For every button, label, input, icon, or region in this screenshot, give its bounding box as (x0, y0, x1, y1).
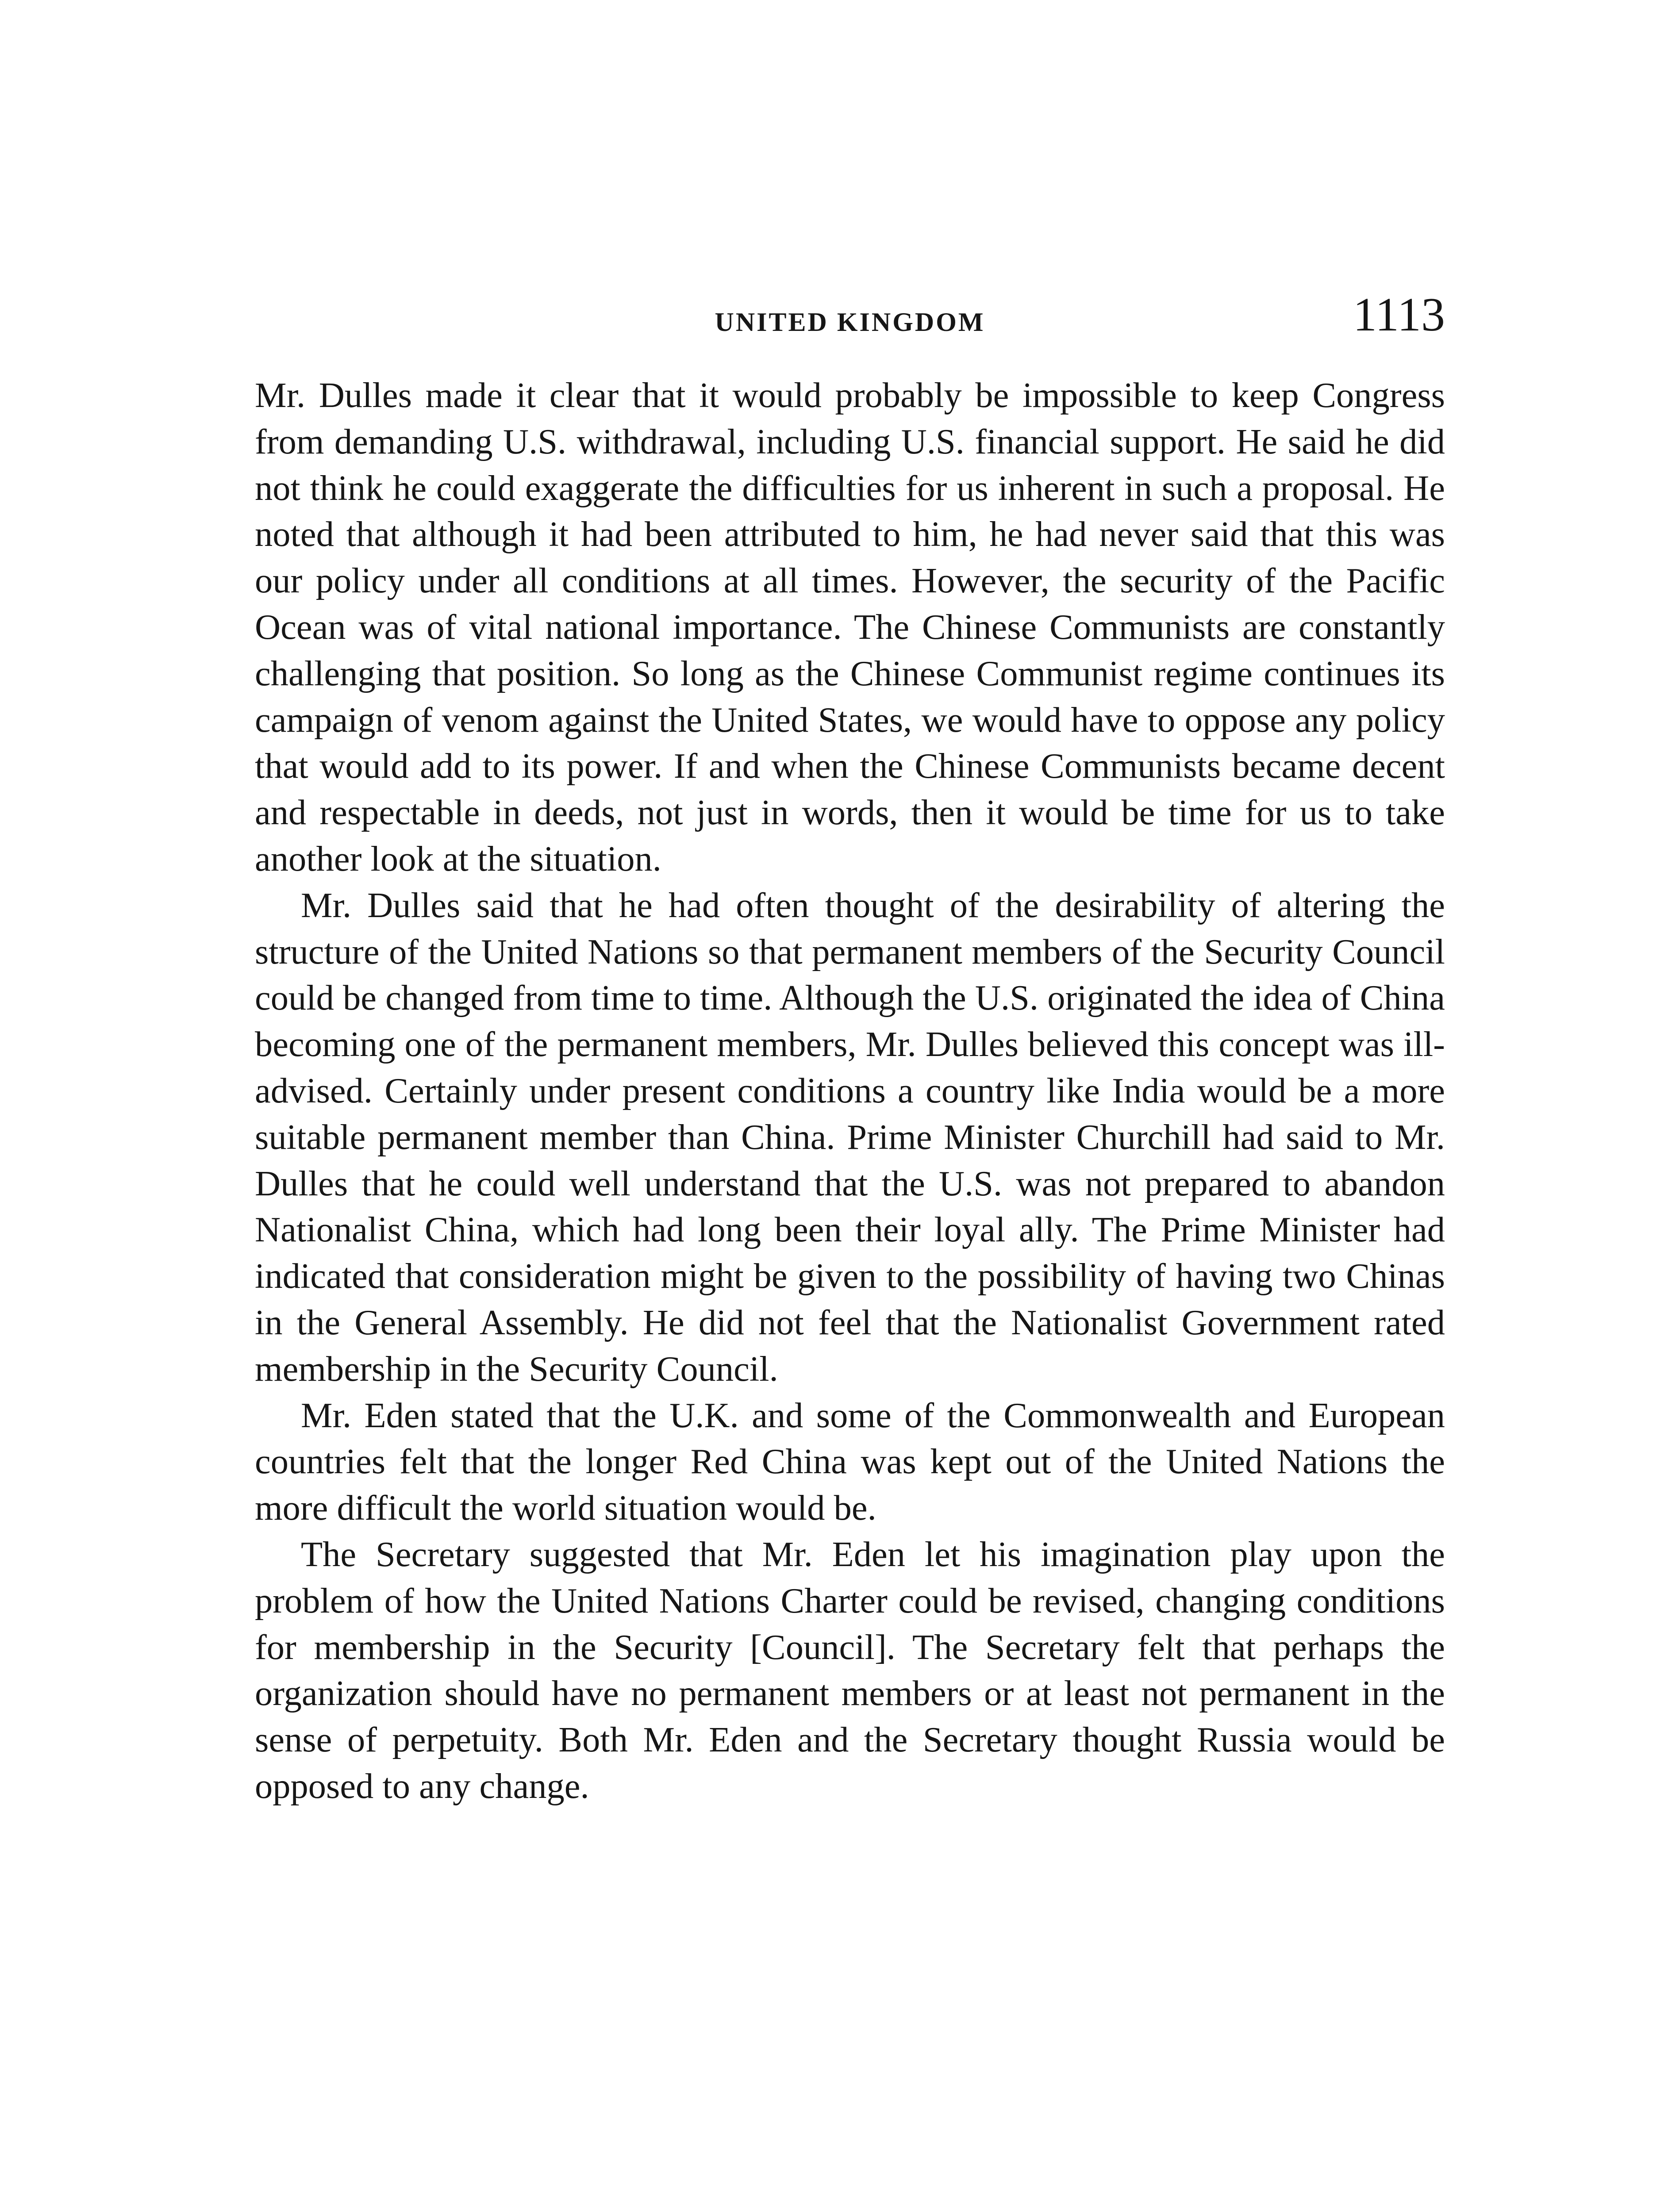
section-title: UNITED KINGDOM (715, 307, 985, 337)
paragraph-2: Mr. Dulles said that he had often thought of the desirability of altering the structure of the United Nations so that permanent members of the Security Council could be changed from time to time. Although the U.S. originated the idea of China becoming one of the permanent members, Mr. Dulles believed this concept was ill-advised. Certainly under present conditions a country like India would be a more suitable permanent member than China. Prime Minister Churchill had said to Mr. Dulles that he could well understand that the U.S. was not prepared to abandon Nationalist China, which had long been their loyal ally. The Prime Minister had indicated that consideration might be given to the possibility of having two Chinas in the General Assembly. He did not feel that the Nationalist Government rated membership in the Security Council. (255, 885, 1445, 1389)
paragraph-3: Mr. Eden stated that the U.K. and some of the Commonwealth and European countries felt that the longer Red China was kept out of the United Nations the more difficult the world situation would be. (255, 1395, 1445, 1528)
paragraph-1: Mr. Dulles made it clear that it would probably be impossible to keep Congress from demanding U.S. withdrawal, including U.S. financial support. He said he did not think he could exaggerate the difficulties for us inherent in such a proposal. He noted that although it had been attributed to him, he had never said that this was our policy under all conditions at all times. However, the security of the Pacific Ocean was of vital national importance. The Chinese Communists are constantly challenging that position. So long as the Chinese Communist regime continues its campaign of venom against the United States, we would have to oppose any policy that would add to its power. If and when the Chinese Communists became decent and respectable in deeds, not just in words, then it would be time for us to take another look at the situation. (255, 376, 1445, 879)
paragraph-4: The Secretary suggested that Mr. Eden let his imagination play upon the problem of how the United Nations Charter could be revised, changing conditions for membership in the Security [Council]. The Secretary felt that perhaps the organization should have no permanent members or at least not permanent in the sense of perpetuity. Both Mr. Eden and the Secretary thought Russia would be opposed to any change. (255, 1534, 1445, 1806)
running-head (255, 288, 1445, 349)
page-number: 1113 (1353, 288, 1445, 341)
body-text (255, 373, 1445, 1810)
